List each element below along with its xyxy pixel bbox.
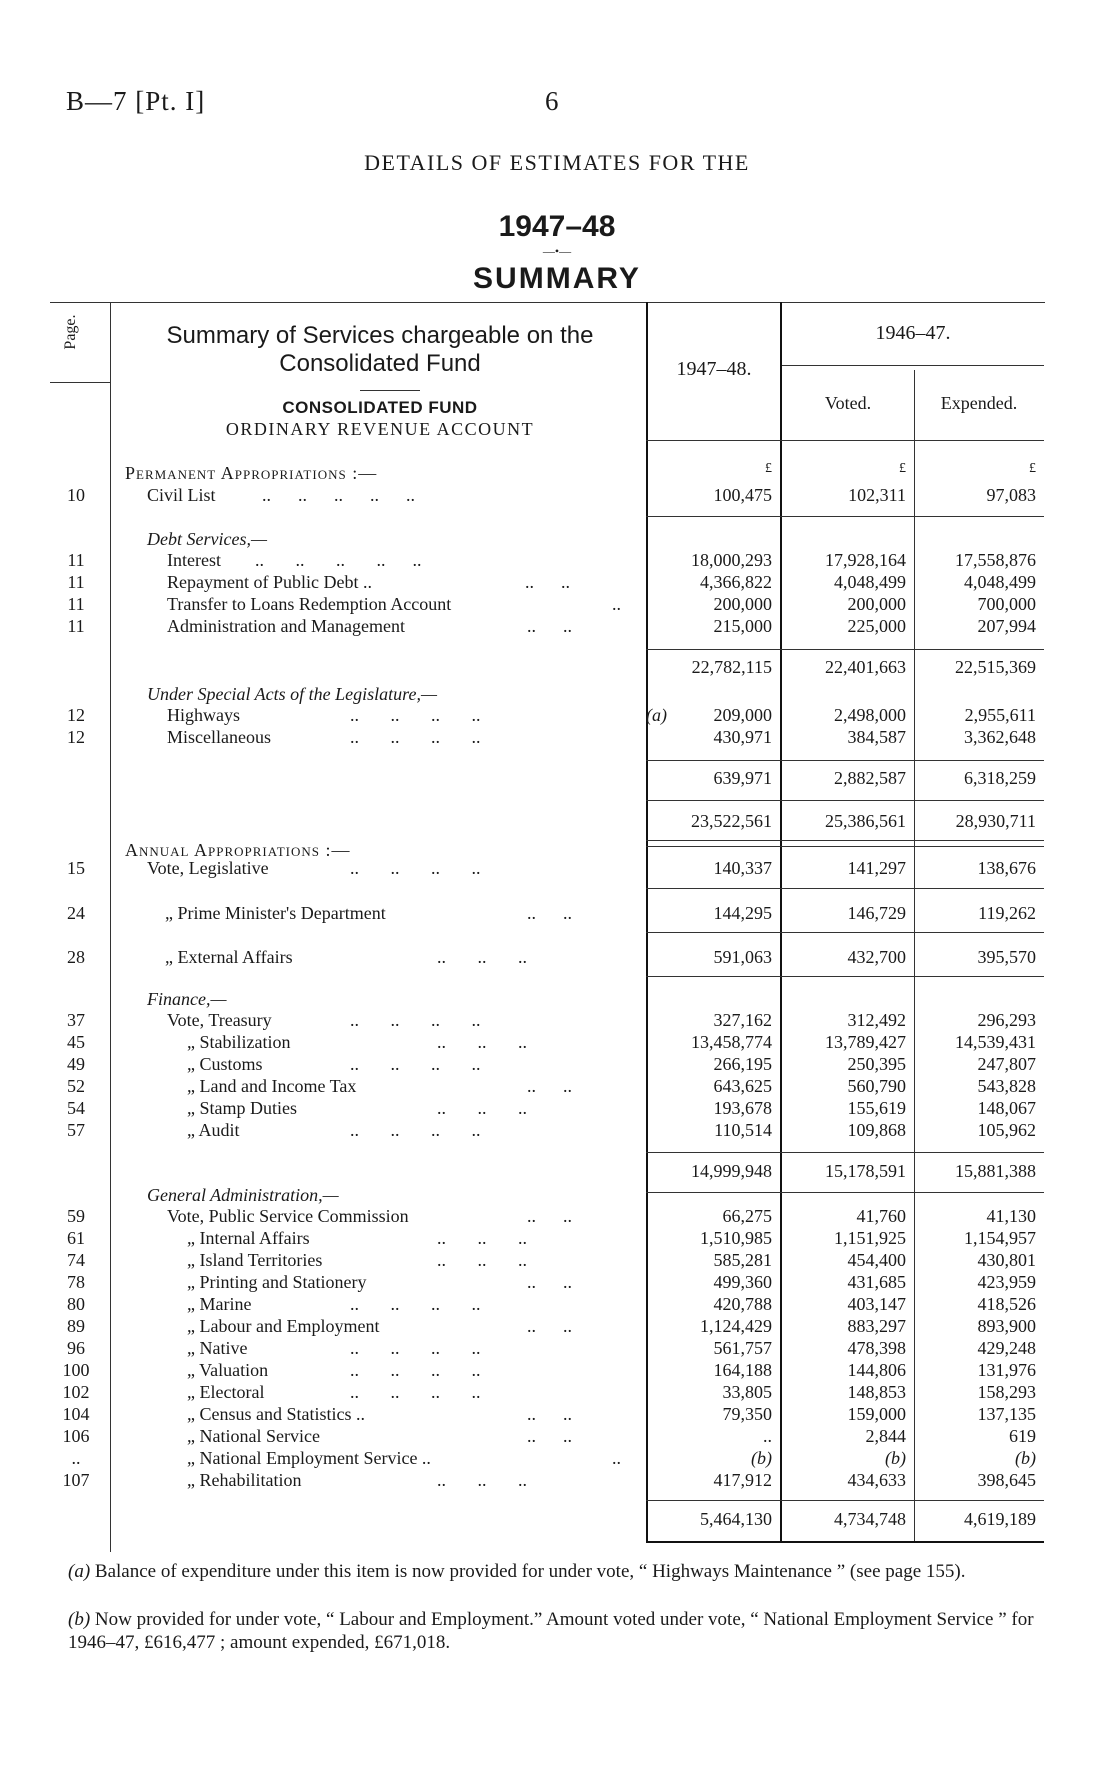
table-row: 10 Civil List .. .. .. .. .. 100,475 102,311 97,083 <box>67 485 1036 505</box>
table-row: 78 „ Printing and Stationery .. .. 499,360 431,685 423,959 <box>67 1272 1036 1292</box>
table-row: 11 Administration and Management .. .. 215,000 225,000 207,994 <box>67 616 1036 636</box>
subsection-heading: Under Special Acts of the Legislature,— <box>147 684 437 704</box>
page-title: DETAILS OF ESTIMATES FOR THE <box>364 150 750 175</box>
rule <box>646 888 1044 889</box>
footnote-b <box>68 1608 1048 1654</box>
table-row: 28 „ External Affairs .. .. .. 591,063 432,700 395,570 <box>67 947 1036 967</box>
summary-services-title: Summary of Services chargeable on the Consolidated Fund <box>166 322 594 377</box>
table-row: 107 „ Rehabilitation .. .. .. 417,912 434,633 398,645 <box>62 1470 1036 1490</box>
table-row: 57 „ Audit .. .. .. .. 110,514 109,868 105,962 <box>67 1120 1036 1140</box>
table-row: 100 „ Valuation .. .. .. .. 164,188 144,806 131,976 <box>62 1360 1036 1380</box>
column-header-rule <box>646 440 1044 441</box>
subtotal-row: 22,782,115 22,401,663 22,515,369 <box>691 657 1036 677</box>
footnote-a-text: Balance of expenditure under this item is now provided for under vote, “ Highways Maintenance ” (see page 155). <box>94 1561 966 1582</box>
table-row: 11 Interest .. .. .. .. .. 18,000,293 17,928,164 17,558,876 <box>67 550 1036 570</box>
table-row: 106 „ National Service .. .. .. 2,844 619 <box>62 1426 1036 1446</box>
total-row: 23,522,561 25,386,561 28,930,711 <box>691 811 1036 831</box>
rule <box>646 516 1044 517</box>
rule <box>646 800 1044 801</box>
table-row: .. „ National Employment Service .. .. (b) (b) (b) <box>71 1448 1036 1468</box>
rule <box>646 932 1044 933</box>
column-1946-47: 1946–47. <box>875 322 951 344</box>
table-row: 54 „ Stamp Duties .. .. .. 193,678 155,619 148,067 <box>67 1098 1036 1118</box>
table-row: 45 „ Stabilization .. .. .. 13,458,774 13,789,427 14,539,431 <box>67 1032 1036 1052</box>
subsection-heading: General Administration,— <box>147 1185 339 1205</box>
table-row: 59 Vote, Public Service Commission .. .. 66,275 41,760 41,130 <box>67 1206 1036 1226</box>
table-row: 12 Miscellaneous .. .. .. .. 430,971 384,587 3,362,648 <box>67 727 1036 747</box>
summary-heading: SUMMARY <box>473 262 641 295</box>
ordinary-revenue-heading: ORDINARY REVENUE ACCOUNT <box>225 419 535 439</box>
section-heading: Permanent Appropriations :— <box>125 463 378 483</box>
rule <box>646 1541 1044 1543</box>
consolidated-fund-heading: CONSOLIDATED FUND <box>282 398 478 417</box>
rule <box>646 846 1044 847</box>
table-row: 24 „ Prime Minister's Department .. .. 144,295 146,729 119,262 <box>67 903 1036 923</box>
currency-row: £ £ £ <box>765 461 1036 476</box>
table-top-rule <box>50 302 1045 303</box>
table-row: 52 „ Land and Income Tax .. .. 643,625 560,790 543,828 <box>67 1076 1036 1096</box>
table-row: 49 „ Customs .. .. .. .. 266,195 250,395 247,807 <box>67 1054 1036 1074</box>
ornament: —•— <box>542 244 572 258</box>
rule <box>646 760 1044 761</box>
table-row: 15 Vote, Legislative .. .. .. .. 140,337 141,297 138,676 <box>67 858 1036 878</box>
subtotal-row: 639,971 2,882,587 6,318,259 <box>713 768 1036 788</box>
footnote-a <box>68 1560 1048 1583</box>
rule <box>646 976 1044 977</box>
subtotal-row: 14,999,948 15,178,591 15,881,388 <box>691 1161 1036 1181</box>
page-header-rule <box>50 382 110 383</box>
footnote-b-text: Now provided for under vote, “ Labour and Employment.” Amount voted under vote, “ National Employment Service ” for 1946–47, £616,477 ; amount expended, £671,018. <box>68 1609 1034 1653</box>
table-row: 37 Vote, Treasury .. .. .. .. 327,162 312,492 296,293 <box>67 1010 1036 1030</box>
rule <box>646 649 1044 650</box>
table-row: 80 „ Marine .. .. .. .. 420,788 403,147 418,526 <box>67 1294 1036 1314</box>
footnote-a-label: (a) <box>68 1561 91 1582</box>
table-row: 61 „ Internal Affairs .. .. .. 1,510,985 1,151,925 1,154,957 <box>67 1228 1036 1248</box>
footnote-b-label: (b) <box>68 1609 91 1630</box>
short-rule <box>360 390 420 391</box>
section-heading: Annual Appropriations :— <box>125 840 351 860</box>
table-row: 104 „ Census and Statistics .. .. .. 79,350 159,000 137,135 <box>62 1404 1036 1424</box>
subtotal-row: 5,464,130 4,734,748 4,619,189 <box>700 1509 1036 1529</box>
table-row: 96 „ Native .. .. .. .. 561,757 478,398 429,248 <box>67 1338 1036 1358</box>
column-1947-48: 1947–48. <box>676 358 752 380</box>
rule <box>646 1500 1044 1501</box>
column-expended: Expended. <box>940 393 1018 413</box>
page-column-header: Page. <box>62 314 79 350</box>
table-row: 11 Transfer to Loans Redemption Account .. 200,000 200,000 700,000 <box>67 594 1036 614</box>
table-row: 102 „ Electoral .. .. .. .. 33,805 148,853 158,293 <box>62 1382 1036 1402</box>
table-row: 74 „ Island Territories .. .. .. 585,281 454,400 430,801 <box>67 1250 1036 1270</box>
table-row: 12 Highways .. .. .. .. (a) 209,000 2,498,000 2,955,611 <box>67 705 1036 725</box>
table-row: 11 Repayment of Public Debt .. .. .. 4,366,822 4,048,499 4,048,499 <box>67 572 1036 592</box>
table-row: 89 „ Labour and Employment .. .. 1,124,429 883,297 893,900 <box>67 1316 1036 1336</box>
column-voted: Voted. <box>824 393 872 413</box>
year-1946-rule <box>782 365 1044 366</box>
document-reference: B—7 [Pt. I] <box>66 86 206 116</box>
fiscal-year: 1947–48 <box>498 210 616 243</box>
rule <box>646 1152 1044 1153</box>
subsection-heading: Finance,— <box>147 989 227 1009</box>
page-number: 6 <box>545 86 559 116</box>
subsection-heading: Debt Services,— <box>147 529 267 549</box>
